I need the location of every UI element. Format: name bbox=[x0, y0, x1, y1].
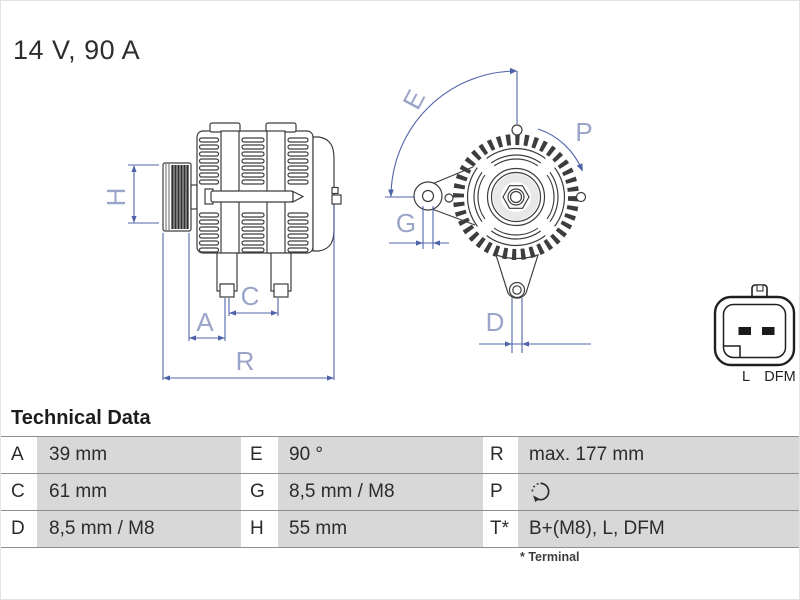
side-boss bbox=[577, 193, 586, 202]
table-row bbox=[1, 436, 800, 473]
connector-pin-label-l: L bbox=[741, 369, 751, 385]
table-row bbox=[1, 473, 800, 510]
dimension-label-h: H bbox=[101, 187, 131, 207]
housing-side bbox=[197, 123, 341, 253]
alternator-front-view bbox=[385, 68, 593, 353]
dim-value: 8,5 mm / M8 bbox=[278, 474, 483, 510]
dim-key: G bbox=[241, 474, 278, 510]
dim-value: 8,5 mm / M8 bbox=[37, 511, 241, 547]
dim-key: E bbox=[241, 437, 278, 473]
technical-data-heading: Technical Data bbox=[11, 407, 151, 429]
pulley bbox=[163, 163, 197, 231]
terminal-stud-bplus bbox=[332, 195, 341, 204]
clockwise-rotation-icon bbox=[529, 480, 552, 505]
dim-key: R bbox=[483, 437, 518, 473]
dim-key: C bbox=[1, 474, 37, 510]
product-title: 14 V, 90 A bbox=[13, 35, 141, 65]
bottom-lug bbox=[496, 255, 538, 298]
dim-key: A bbox=[1, 437, 37, 473]
dim-value: 61 mm bbox=[37, 474, 241, 510]
dimension-label-a: A bbox=[196, 307, 214, 337]
dim-key: H bbox=[241, 511, 278, 547]
dimension-label-p: P bbox=[575, 117, 593, 147]
dim-key: D bbox=[1, 511, 37, 547]
connector-plug bbox=[715, 285, 796, 385]
table-row bbox=[1, 510, 800, 547]
terminal-footnote: * Terminal bbox=[520, 550, 580, 564]
shaft-nut bbox=[503, 186, 529, 209]
connector-pin-dfm bbox=[762, 327, 775, 335]
connector-pin-label-dfm: DFM bbox=[764, 369, 796, 385]
dim-value: 90 ° bbox=[278, 437, 483, 473]
rear-cover bbox=[313, 137, 334, 251]
dimension-label-g: G bbox=[395, 208, 417, 238]
connector-pin-l bbox=[739, 327, 752, 335]
technical-data-table bbox=[1, 436, 800, 548]
alternator-side-view bbox=[101, 123, 341, 381]
dim-value: 39 mm bbox=[37, 437, 241, 473]
top-mounting-boss bbox=[512, 125, 522, 135]
dim-value: 55 mm bbox=[278, 511, 483, 547]
front-view-dimensions bbox=[385, 68, 593, 353]
dimension-label-d: D bbox=[485, 307, 505, 337]
alternator-technical-drawing bbox=[1, 1, 800, 401]
dim-key: P bbox=[483, 474, 518, 510]
dim-value: B+(M8), L, DFM bbox=[518, 511, 800, 547]
rotation-direction-cell bbox=[518, 474, 800, 510]
dimension-label-e: E bbox=[396, 84, 432, 115]
dimension-label-r: R bbox=[235, 346, 255, 376]
dim-value: max. 177 mm bbox=[518, 437, 800, 473]
dimension-label-c: C bbox=[240, 281, 260, 311]
dim-key: T* bbox=[483, 511, 518, 547]
terminal-stud-small bbox=[332, 188, 338, 194]
